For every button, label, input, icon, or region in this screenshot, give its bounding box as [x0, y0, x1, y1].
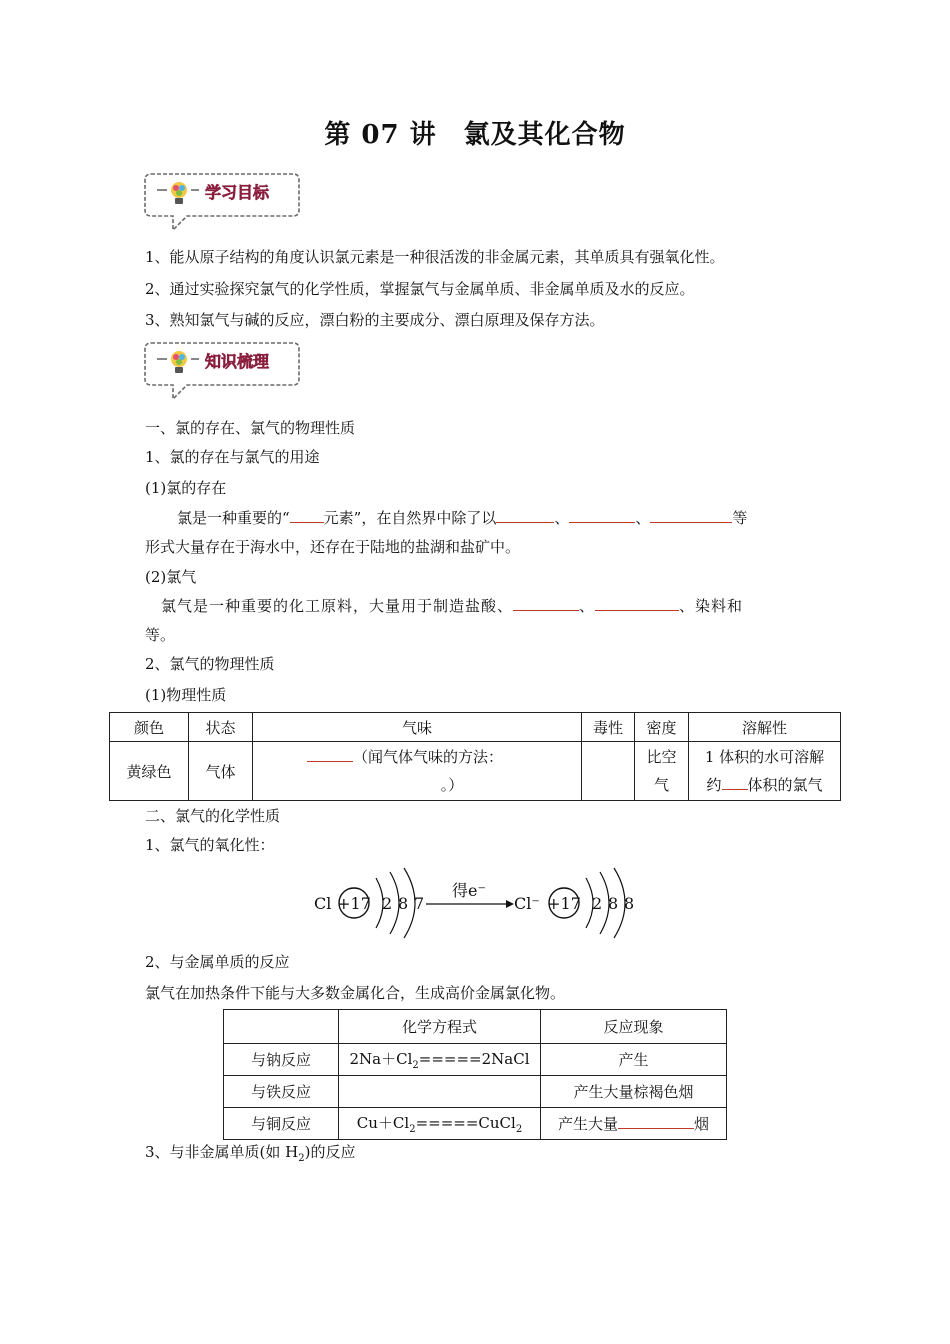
- paragraph-label: (2)氯气: [145, 568, 197, 586]
- paragraph-line: 等。: [145, 626, 176, 644]
- table-header: 反应现象: [541, 1010, 727, 1044]
- table-header: 化学方程式: [339, 1010, 541, 1044]
- table-header: 状态: [189, 713, 253, 742]
- chlorine-atom-symbol: Cl: [314, 894, 332, 913]
- table-cell: 与钠反应: [224, 1044, 339, 1076]
- subsection-heading: 3、与非金属单质(如 $H_2$)的反应: [145, 1143, 356, 1164]
- answer-blank[interactable]: [618, 1114, 694, 1129]
- paragraph-line: 氯气在加热条件下能与大多数金属化合，生成高价金属氯化物。: [145, 984, 566, 1002]
- table-cell-smell: （闻气体气味的方法： 。）: [253, 742, 582, 801]
- section-heading: 二、氯气的化学性质: [145, 807, 281, 825]
- answer-blank[interactable]: [307, 747, 353, 762]
- knowledge-badge: [143, 337, 303, 403]
- paragraph-label: (1)氯的存在: [145, 479, 227, 497]
- table-cell: 黄绿色: [110, 742, 189, 801]
- table-cell-equation[interactable]: [339, 1076, 541, 1108]
- table-cell: 与铜反应: [224, 1108, 339, 1140]
- physical-properties-table: [109, 712, 841, 801]
- table-cell-equation: $2Na+Cl_2=====2NaCl$: [339, 1044, 541, 1076]
- answer-blank[interactable]: [595, 596, 679, 611]
- table-header: [224, 1010, 339, 1044]
- table-header: 毒性: [582, 713, 635, 742]
- paragraph-line: 形式大量存在于海水中，还存在于陆地的盐湖和盐矿中。: [145, 538, 521, 556]
- nucleus-charge: +17: [547, 894, 581, 913]
- shell-electron-count: 8: [624, 894, 635, 913]
- answer-blank[interactable]: [513, 596, 579, 611]
- paragraph-chlorine-existence: 氯是一种重要的“ 元素”，在自然界中除了以 、 、 等: [177, 509, 748, 527]
- table-row: [110, 742, 841, 801]
- section-heading: 一、氯的存在、氯气的物理性质: [145, 419, 356, 437]
- table-header: 溶解性: [689, 713, 841, 742]
- answer-blank[interactable]: [650, 508, 732, 523]
- table-header-row: [224, 1010, 727, 1044]
- table-cell-toxicity[interactable]: [582, 742, 635, 801]
- table-cell-equation: $Cu+Cl_2=====CuCl_2$: [339, 1108, 541, 1140]
- goal-item: 2、通过实验探究氯气的化学性质，掌握氯气与金属单质、非金属单质及水的反应。: [145, 280, 695, 298]
- table-row: [224, 1044, 727, 1076]
- table-header: 颜色: [110, 713, 189, 742]
- answer-blank[interactable]: [496, 508, 554, 523]
- metal-reaction-table: [223, 1009, 727, 1140]
- subsection-heading: 2、氯气的物理性质: [145, 655, 275, 673]
- shell-electron-count: 8: [398, 894, 409, 913]
- knowledge-label: 知识梳理: [205, 352, 270, 371]
- nucleus-charge: +17: [337, 894, 371, 913]
- table-header-row: [110, 713, 841, 742]
- arrow-label: 得e⁻: [452, 881, 486, 900]
- table-cell: 产生大量棕褐色烟: [541, 1076, 727, 1108]
- chloride-ion-symbol: Cl⁻: [514, 894, 540, 913]
- learning-goals-label: 学习目标: [205, 183, 270, 202]
- table-header: 气味: [253, 713, 582, 742]
- subsection-heading: 1、氯气的氧化性：: [145, 836, 275, 854]
- table-row: [224, 1076, 727, 1108]
- paragraph-chlorine-uses: 氯气是一种重要的化工原料，大量用于制造盐酸、 、 、染料和: [161, 597, 744, 615]
- goal-item: 1、能从原子结构的角度认识氯元素是一种很活泼的非金属元素，其单质具有强氧化性。: [145, 248, 725, 266]
- subsection-heading: 2、与金属单质的反应: [145, 953, 290, 971]
- table-cell: 与铁反应: [224, 1076, 339, 1108]
- shell-electron-count: 2: [382, 894, 393, 913]
- shell-electron-count: 7: [414, 894, 425, 913]
- table-header: 密度: [635, 713, 689, 742]
- shell-electron-count: 2: [592, 894, 603, 913]
- paragraph-label: (1)物理性质: [145, 686, 227, 704]
- answer-blank[interactable]: [569, 508, 635, 523]
- page-title: 第 07 讲 氯及其化合物: [324, 120, 626, 150]
- table-row: [224, 1108, 727, 1140]
- table-cell-density: 比空 气: [635, 742, 689, 801]
- table-cell-solubility: 1 体积的水可溶解 约 体积的氯气: [689, 742, 841, 801]
- goal-item: 3、熟知氯气与碱的反应，漂白粉的主要成分、漂白原理及保存方法。: [145, 311, 605, 329]
- answer-blank[interactable]: [722, 775, 748, 790]
- answer-blank[interactable]: [290, 508, 324, 523]
- table-cell: 产生大量 烟: [541, 1108, 727, 1140]
- table-cell: 产生: [541, 1044, 727, 1076]
- learning-goals-badge: [143, 168, 303, 234]
- table-cell: 气体: [189, 742, 253, 801]
- chlorine-electron-diagram: [310, 864, 640, 944]
- arrow-head-icon: [506, 900, 514, 908]
- shell-electron-count: 8: [608, 894, 619, 913]
- subsection-heading: 1、氯的存在与氯气的用途: [145, 448, 320, 466]
